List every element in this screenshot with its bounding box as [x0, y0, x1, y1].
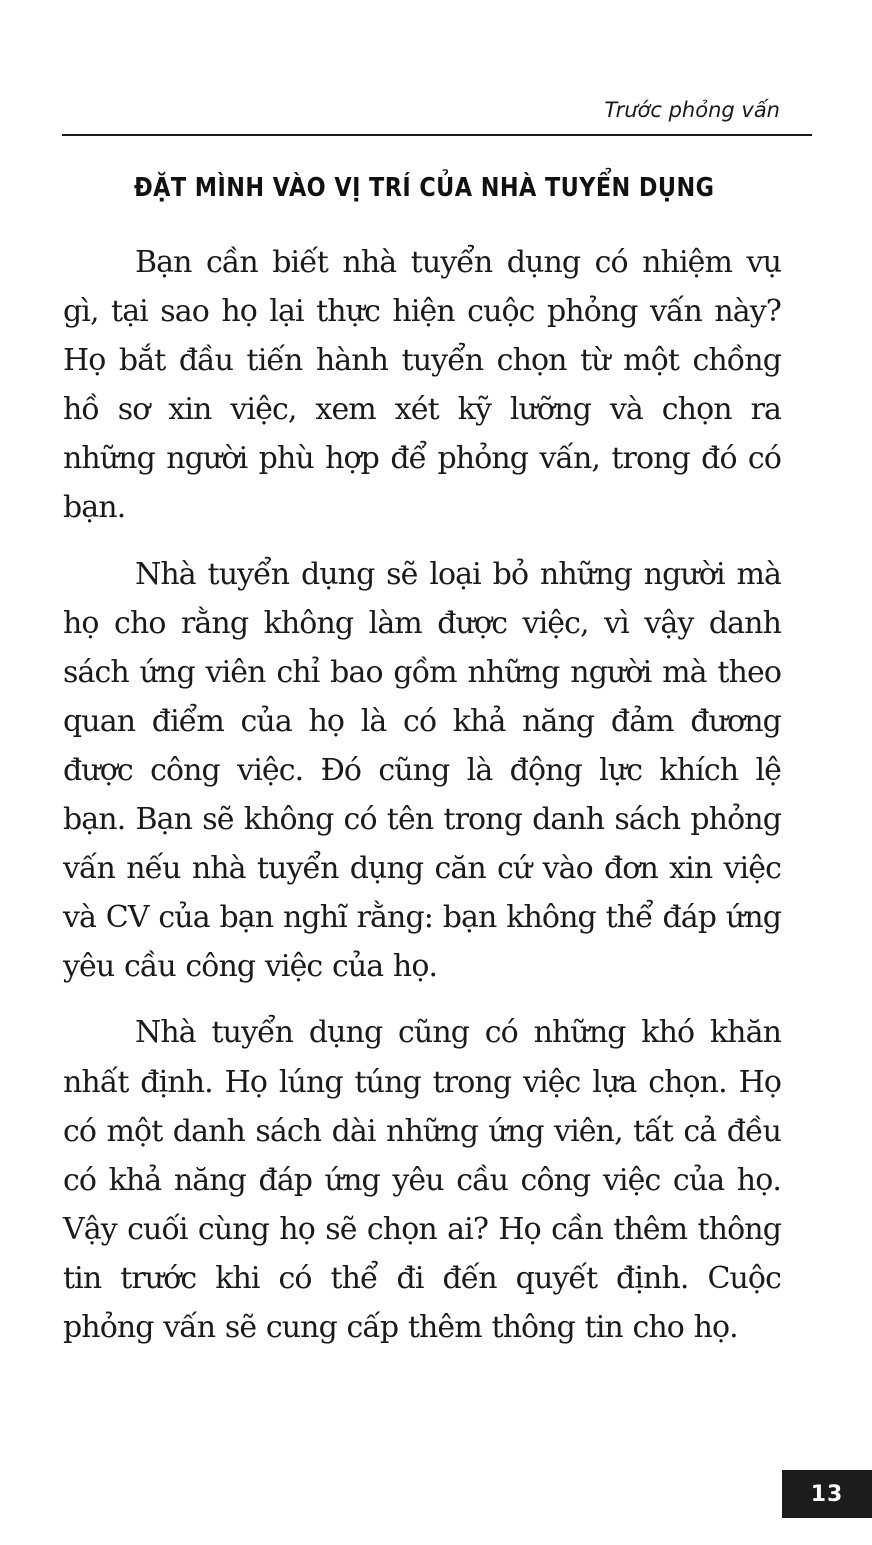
page-number: 13	[810, 1481, 844, 1507]
running-header: Trước phỏng vấn	[604, 98, 780, 122]
paragraph-1: Bạn cần biết nhà tuyển dụng có nhiệm vụ gì, tại sao họ lại thực hiện cuộc phỏng vấn này? Họ bắt đầu tiến hành tuyển chọn từ một chồng hồ sơ xin việc, xem xét kỹ lưỡng và chọn ra những người phù hợp để phỏng vấn, trong đó có bạn.	[63, 245, 781, 526]
page-number-badge	[782, 1470, 872, 1518]
paragraph-3: Nhà tuyển dụng cũng có những khó khăn nhất định. Họ lúng túng trong việc lựa chọn. Họ có một danh sách dài những ứng viên, tất cả đều có khả năng đáp ứng yêu cầu công việc của họ. Vậy cuối cùng họ sẽ chọn ai? Họ cần thêm thông tin trước khi có thể đi đến quyết định. Cuộc phỏng vấn sẽ cung cấp thêm thông tin cho họ.	[63, 1015, 781, 1345]
body-text	[63, 238, 781, 1369]
header-divider	[62, 134, 812, 136]
section-title: ĐẶT MÌNH VÀO VỊ TRÍ CỦA NHÀ TUYỂN DỤNG	[134, 173, 715, 203]
paragraph-2: Nhà tuyển dụng sẽ loại bỏ những người mà họ cho rằng không làm được việc, vì vậy danh sách ứng viên chỉ bao gồm những người mà theo quan điểm của họ là có khả năng đảm đương được công việc. Đó cũng là động lực khích lệ bạn. Bạn sẽ không có tên trong danh sách phỏng vấn nếu nhà tuyển dụng căn cứ vào đơn xin việc và CV của bạn nghĩ rằng: bạn không thể đáp ứng yêu cầu công việc của họ.	[63, 556, 781, 985]
